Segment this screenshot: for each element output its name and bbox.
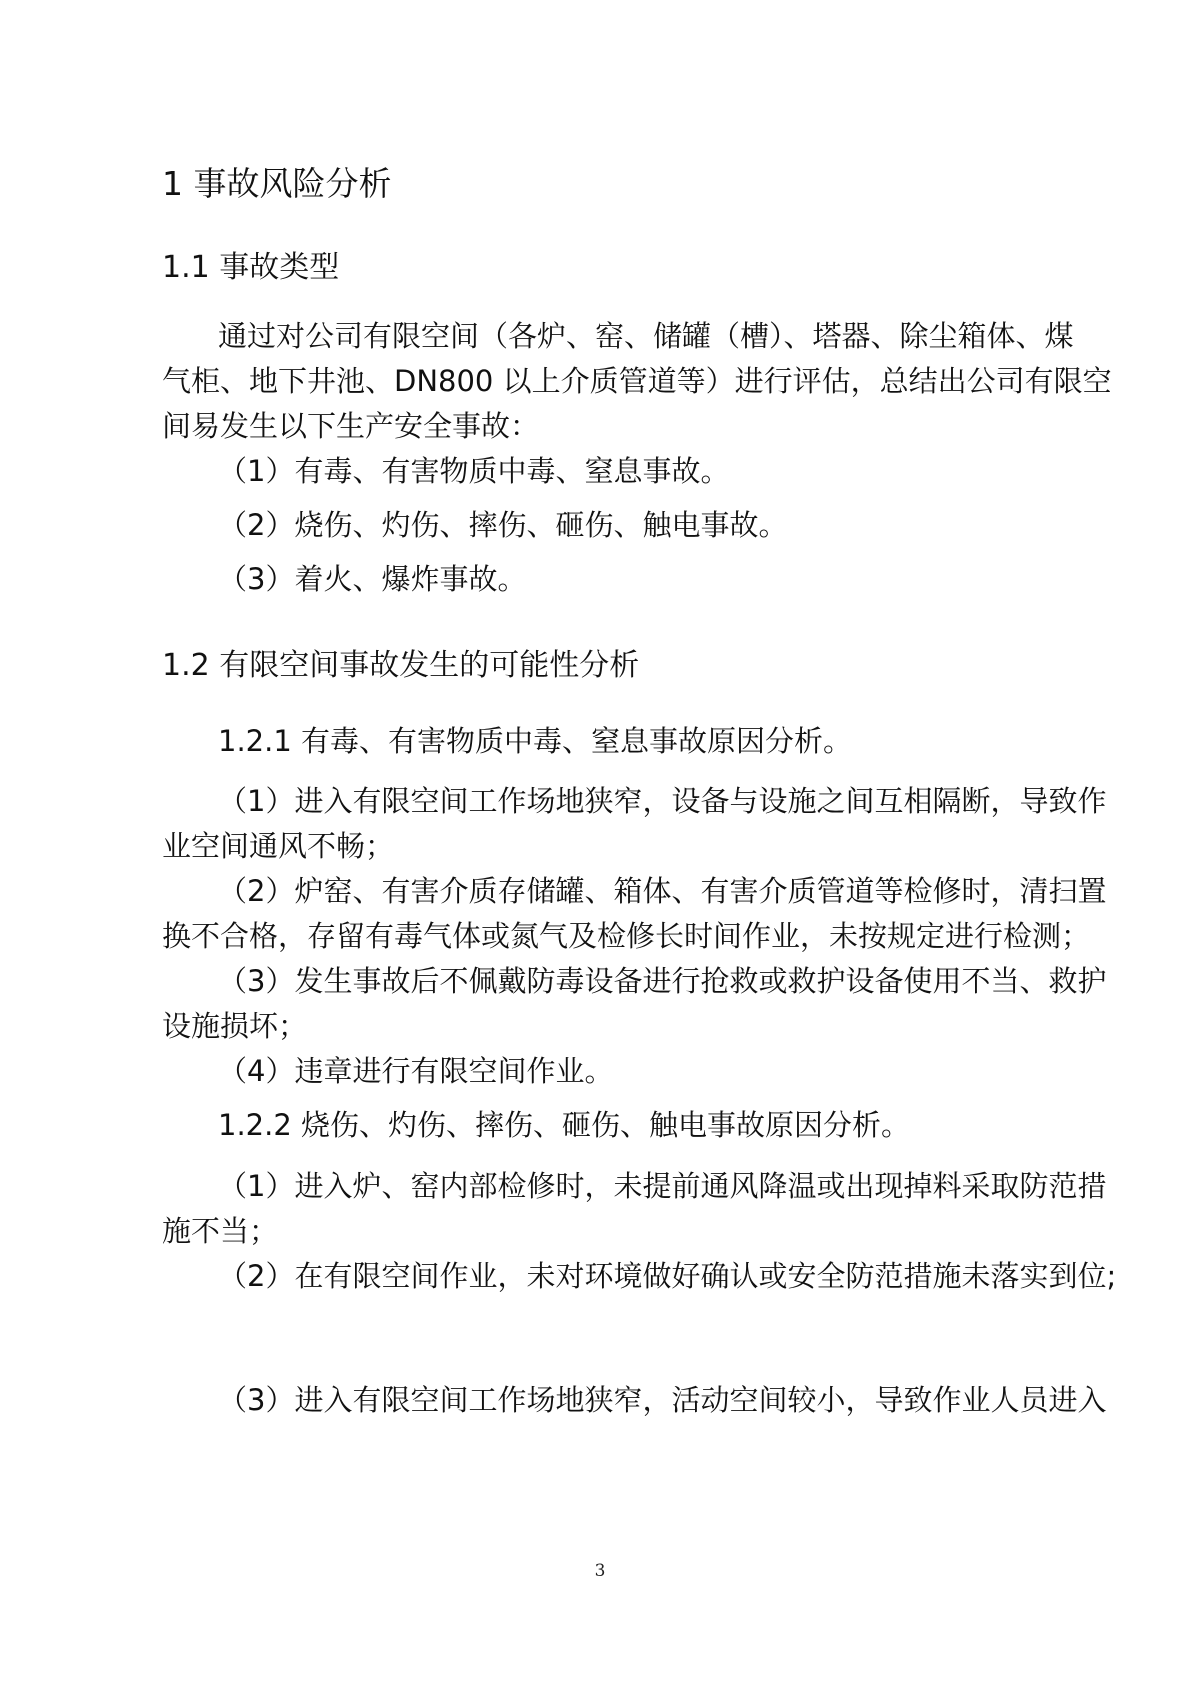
intro-line-2: 气柜、地下井池、DN800 以上介质管道等）进行评估，总结出公司有限空 (162, 364, 1112, 398)
section-121-line-1: （1）进入有限空间工作场地狭窄，设备与设施之间互相隔断，导致作 (218, 784, 1107, 818)
section-121-line-4: 换不合格，存留有毒气体或氮气及检修长时间作业，未按规定进行检测； (162, 919, 1091, 953)
section-122-line-1: （1）进入炉、窑内部检修时，未提前通风降温或出现掉料采取防范措 (218, 1169, 1107, 1203)
section-121-line-2: 业空间通风不畅； (162, 829, 395, 863)
section-122-title: 1.2.2 烧伤、灼伤、摔伤、砸伤、触电事故原因分析。 (218, 1108, 911, 1142)
section-122-line-4: （3）进入有限空间工作场地狭窄，活动空间较小，导致作业人员进入 (218, 1383, 1107, 1417)
heading-accident-risk-analysis: 1 事故风险分析 (162, 164, 392, 203)
section-121-line-5: （3）发生事故后不佩戴防毒设备进行抢救或救护设备使用不当、救护 (218, 964, 1107, 998)
section-122-line-2: 施不当； (162, 1214, 279, 1248)
heading-accident-types: 1.1 事故类型 (162, 250, 340, 285)
section-121-line-3: （2）炉窑、有害介质存储罐、箱体、有害介质管道等检修时，清扫置 (218, 874, 1107, 908)
section-121-line-6: 设施损坏； (162, 1009, 308, 1043)
section-121-line-7: （4）违章进行有限空间作业。 (218, 1054, 614, 1088)
intro-line-1: 通过对公司有限空间（各炉、窑、储罐（槽）、塔器、除尘箱体、煤 (218, 319, 1074, 353)
type-item-2: （2）烧伤、灼伤、摔伤、砸伤、触电事故。 (218, 508, 788, 542)
section-121-title: 1.2.1 有毒、有害物质中毒、窒息事故原因分析。 (218, 724, 853, 758)
type-item-3: （3）着火、爆炸事故。 (218, 562, 527, 596)
heading-possibility-analysis: 1.2 有限空间事故发生的可能性分析 (162, 648, 640, 683)
intro-line-3: 间易发生以下生产安全事故： (162, 409, 540, 443)
section-122-line-3: （2）在有限空间作业，未对环境做好确认或安全防范措施未落实到位; (218, 1259, 1117, 1293)
type-item-1: （1）有毒、有害物质中毒、窒息事故。 (218, 454, 730, 488)
page-number: 3 (594, 1561, 606, 1581)
